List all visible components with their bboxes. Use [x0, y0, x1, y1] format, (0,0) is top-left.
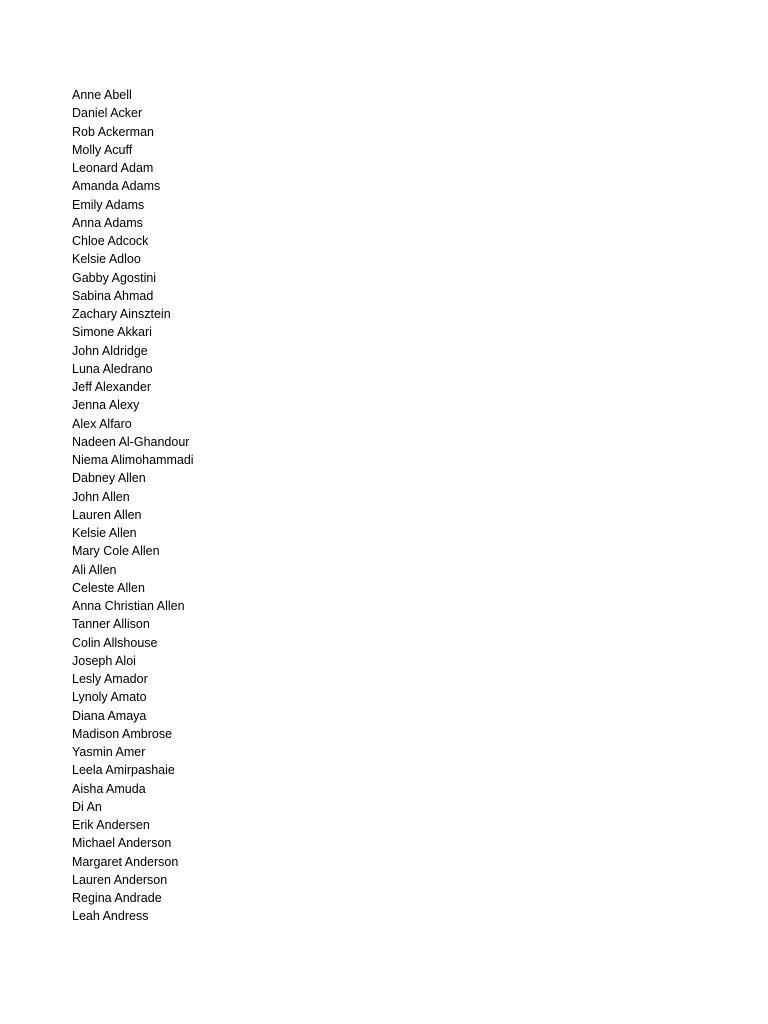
list-item: Daniel Acker — [72, 106, 143, 121]
list-item: Tanner Allison — [72, 617, 150, 632]
list-item: Emily Adams — [72, 197, 145, 212]
list-item: Mary Cole Allen — [72, 544, 160, 559]
list-item: Diana Amaya — [72, 708, 147, 723]
list-item: Rob Ackerman — [72, 124, 154, 139]
list-item: Madison Ambrose — [72, 726, 173, 741]
list-item: Kelsie Adloo — [72, 252, 141, 267]
list-item: Yasmin Amer — [72, 745, 146, 759]
list-item: Kelsie Allen — [72, 526, 137, 540]
list-item: Jenna Alexy — [72, 398, 140, 413]
list-item: Leonard Adam — [72, 161, 154, 175]
list-item: Gabby Agostini — [72, 270, 157, 285]
list-item: Joseph Aloi — [72, 653, 136, 668]
list-item: Alex Alfaro — [72, 416, 132, 431]
list-item: Zachary Ainsztein — [72, 307, 171, 321]
list-item: Celeste Allen — [72, 580, 145, 595]
list-item: Di An — [72, 799, 102, 814]
list-item: Leela Amirpashaie — [72, 763, 175, 778]
list-item: Sabina Ahmad — [72, 288, 154, 303]
list-item: Leah Andress — [72, 909, 149, 924]
name-list — [72, 86, 194, 926]
list-item: Margaret Anderson — [72, 854, 179, 869]
list-item: Niema Alimohammadi — [72, 453, 194, 467]
list-item: Jeff Alexander — [72, 380, 151, 394]
list-item: John Aldridge — [72, 343, 148, 358]
list-item: Lauren Allen — [72, 507, 142, 522]
list-item: Anne Abell — [72, 88, 132, 102]
list-item: Chloe Adcock — [72, 234, 149, 248]
list-item: Colin Allshouse — [72, 635, 158, 650]
list-item: Aisha Amuda — [72, 781, 146, 796]
list-item: Dabney Allen — [72, 471, 146, 486]
list-item: Ali Allen — [72, 562, 117, 577]
list-item: Anna Adams — [72, 215, 143, 230]
list-item: Anna Christian Allen — [72, 599, 185, 613]
list-item: Erik Andersen — [72, 818, 150, 832]
list-item: Amanda Adams — [72, 179, 161, 194]
list-item: Luna Aledrano — [72, 361, 153, 376]
list-item: John Allen — [72, 489, 130, 504]
list-item: Regina Andrade — [72, 891, 162, 905]
list-item: Lesly Amador — [72, 672, 148, 686]
list-item: Simone Akkari — [72, 325, 152, 340]
list-item: Molly Acuff — [72, 142, 133, 157]
list-item: Lynoly Amato — [72, 690, 147, 705]
list-item: Lauren Anderson — [72, 872, 168, 887]
list-item: Nadeen Al-Ghandour — [72, 434, 190, 449]
list-item: Michael Anderson — [72, 836, 172, 851]
